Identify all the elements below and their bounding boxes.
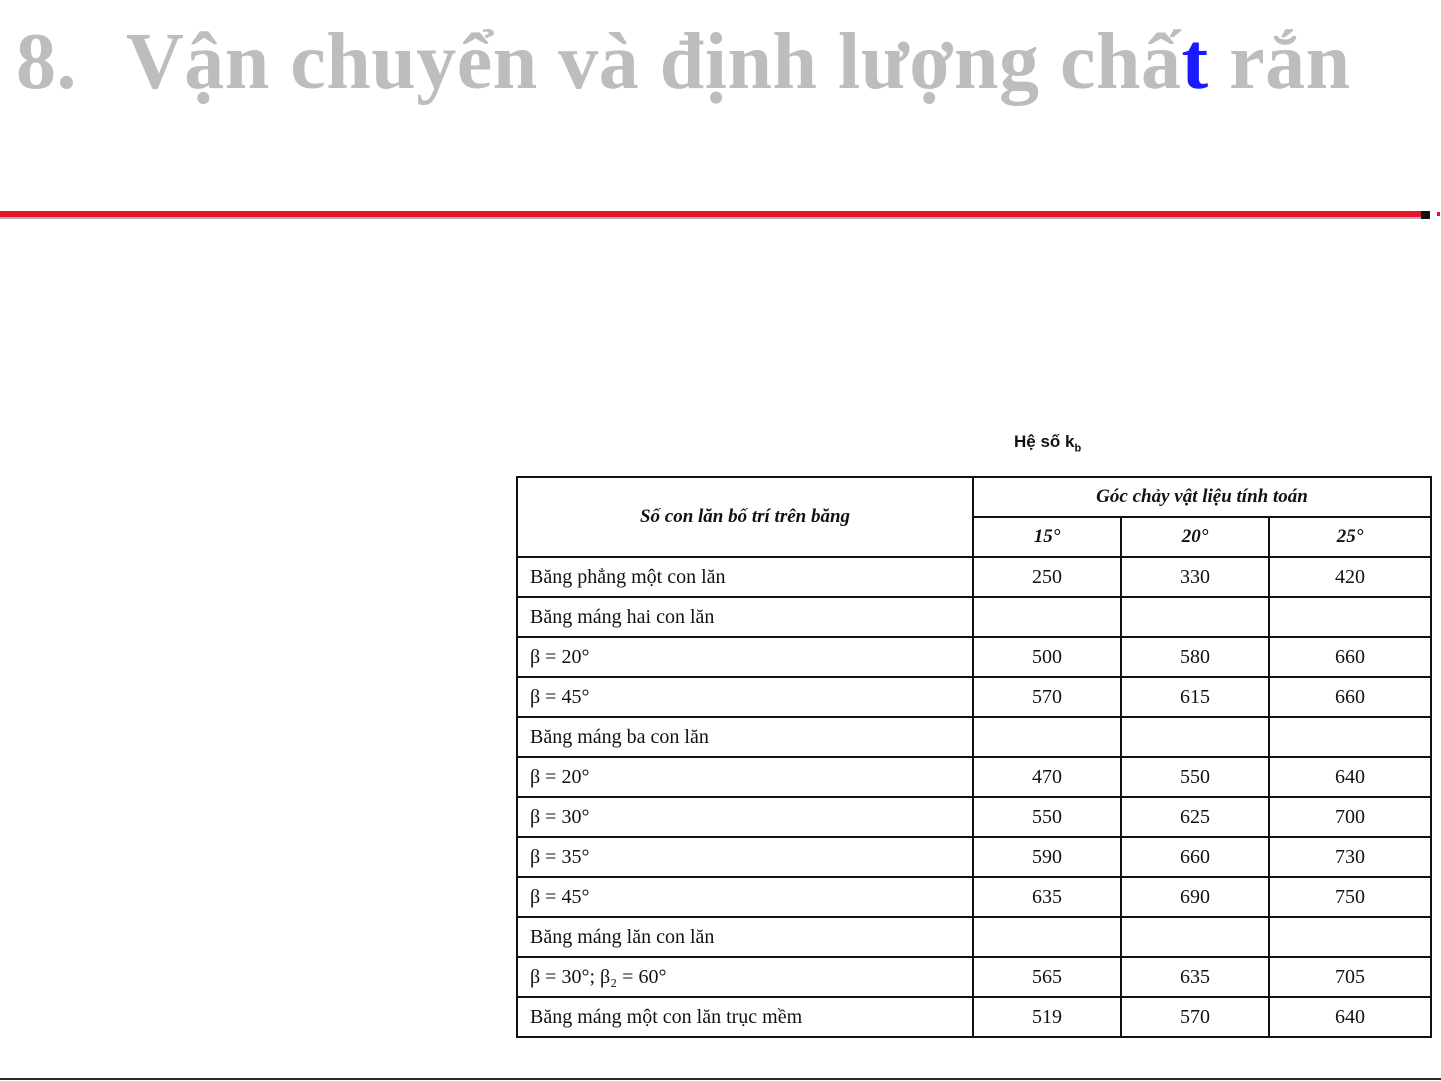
row-value: 690 [1121,877,1269,917]
row-value: 330 [1121,557,1269,597]
row-label: β = 35° [517,837,973,877]
header-angle-15: 15° [973,517,1121,557]
row-value [1269,717,1431,757]
table-row [517,557,1431,597]
row-label: β = 45° [517,877,973,917]
row-value: 660 [1121,837,1269,877]
row-value: 565 [973,957,1121,997]
title-divider-end-cap [1421,211,1430,219]
row-value: 625 [1121,797,1269,837]
header-flow-angle: Góc chảy vật liệu tính toán [973,477,1431,517]
row-value [973,917,1121,957]
header-angle-25: 25° [1269,517,1431,557]
row-value: 640 [1269,757,1431,797]
title-divider-shadow [0,217,1421,219]
bottom-divider [0,1078,1441,1080]
table-caption [1014,432,1081,454]
table-row [517,717,1431,757]
header-roller-count: Số con lăn bố trí trên băng [517,477,973,557]
row-value [1269,917,1431,957]
row-value: 470 [973,757,1121,797]
table-row [517,957,1431,997]
table-row [517,677,1431,717]
row-value: 615 [1121,677,1269,717]
row-value: 570 [973,677,1121,717]
row-value: 250 [973,557,1121,597]
kb-coefficient-table [516,476,1432,1038]
row-value [1121,717,1269,757]
row-value: 660 [1269,637,1431,677]
table-header-row [517,477,1431,517]
row-label: β = 30° [517,797,973,837]
table-row [517,877,1431,917]
row-label: Băng phẳng một con lăn [517,557,973,597]
table-caption-text: Hệ số k [1014,432,1075,451]
table-body [517,557,1431,1037]
row-value: 730 [1269,837,1431,877]
row-label: β = 20° [517,757,973,797]
row-value: 750 [1269,877,1431,917]
header-angle-20: 20° [1121,517,1269,557]
row-label: Băng máng ba con lăn [517,717,973,757]
row-value: 640 [1269,997,1431,1037]
row-value: 705 [1269,957,1431,997]
row-value: 590 [973,837,1121,877]
row-value [1121,597,1269,637]
slide-number: 8. [16,18,77,106]
row-value: 660 [1269,677,1431,717]
row-value [973,597,1121,637]
row-value: 420 [1269,557,1431,597]
row-value: 519 [973,997,1121,1037]
row-value [1121,917,1269,957]
row-value: 500 [973,637,1121,677]
table-row [517,997,1431,1037]
table-row [517,757,1431,797]
row-label: β = 20° [517,637,973,677]
row-label: β = 45° [517,677,973,717]
slide-title-accent: t [1181,18,1209,106]
table-row [517,797,1431,837]
row-label: β = 30°; β₂ = 60° [517,957,973,997]
row-value [973,717,1121,757]
row-value: 635 [973,877,1121,917]
row-value: 570 [1121,997,1269,1037]
table-caption-subscript: b [1074,442,1082,455]
slide-title [16,14,1351,110]
row-label: Băng máng một con lăn trục mềm [517,997,973,1037]
row-value: 700 [1269,797,1431,837]
row-value [1269,597,1431,637]
table-row [517,837,1431,877]
table-row [517,637,1431,677]
row-value: 550 [973,797,1121,837]
slide-title-tail: rắn [1208,18,1351,106]
row-value: 550 [1121,757,1269,797]
table-row [517,917,1431,957]
row-value: 580 [1121,637,1269,677]
row-value: 635 [1121,957,1269,997]
slide-title-main: Vận chuyển và định lượng chấ [126,18,1182,106]
table-row [517,597,1431,637]
row-label: Băng máng lăn con lăn [517,917,973,957]
title-divider-end-dot [1437,212,1440,216]
row-label: Băng máng hai con lăn [517,597,973,637]
